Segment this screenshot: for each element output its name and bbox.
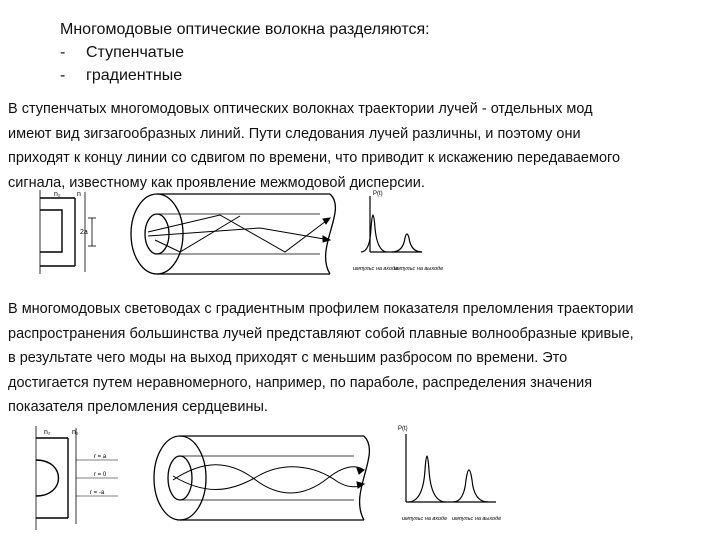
pulse-axis-label: P(t) bbox=[398, 426, 408, 432]
paragraph-line: показателя преломления сердцевины. bbox=[8, 399, 268, 415]
paragraph-step-index bbox=[8, 97, 713, 195]
list-item-text: Ступенчатые bbox=[86, 44, 185, 61]
wavy-rays bbox=[173, 465, 364, 493]
list-item bbox=[60, 41, 430, 64]
paragraph-graded-index bbox=[8, 297, 713, 420]
caption-input-pulse: импульс на входе bbox=[353, 266, 399, 272]
zigzag-rays bbox=[148, 215, 330, 252]
paragraph-line: В ступенчатых многомодовых оптических волокнах траектории лучей - отдельных мод bbox=[8, 101, 593, 117]
paragraph-line: достигается путем неравномерного, например, по параболе, распределения значения bbox=[8, 374, 593, 391]
label-r-mid: r = 0 bbox=[94, 472, 107, 478]
paragraph-line: имеют вид зигзагообразных линий. Пути следования лучей различны, и поэтому они bbox=[8, 125, 581, 142]
intro-heading: Многомодовые оптические волокна разделяются: bbox=[60, 21, 430, 38]
label-n2: n₂ bbox=[44, 429, 51, 436]
fiber-cylinder bbox=[131, 194, 335, 274]
fiber-cylinder bbox=[154, 436, 369, 520]
list-bullet: - bbox=[60, 67, 66, 84]
paragraph-line: приходят к концу линии со сдвигом по времени, что приводит к искажению передаваемого bbox=[8, 150, 621, 166]
label-n2: n₂ bbox=[54, 191, 61, 198]
label-n1: n₁ bbox=[72, 429, 79, 436]
label-n: n bbox=[77, 191, 81, 198]
paragraph-line: в результате чего моды на выход приходят с меньшим разбросом по времени. Это bbox=[8, 350, 568, 366]
caption-input-pulse: импульс на входе bbox=[402, 516, 448, 522]
pulse-axis-label: P(t) bbox=[373, 191, 383, 197]
label-r-bottom: r = -a bbox=[90, 490, 105, 496]
pulse-plot bbox=[361, 196, 422, 252]
figure-step-index bbox=[30, 188, 450, 288]
label-r-top: r = a bbox=[94, 454, 107, 460]
list-bullet: - bbox=[60, 44, 66, 61]
paragraph-line: В многомодовых световодах с градиентным профилем показателя преломления траектории bbox=[8, 301, 634, 317]
paragraph-line: распространения большинства лучей представляют собой плавные волнообразные кривые, bbox=[8, 325, 634, 342]
label-2a: 2a bbox=[80, 229, 88, 236]
graded-index-profile bbox=[36, 426, 118, 530]
figure-graded-index bbox=[28, 420, 508, 538]
caption-output-pulse: импульс на выходе bbox=[394, 266, 444, 272]
list-item bbox=[60, 64, 430, 87]
caption-output-pulse: импульс на выходе bbox=[452, 516, 502, 522]
paragraph-line: сигнала, известному как проявление межмодовой дисперсии. bbox=[8, 174, 425, 191]
intro-list bbox=[60, 18, 430, 87]
pulse-plot bbox=[406, 434, 496, 502]
list-item-text: градиентные bbox=[86, 67, 183, 84]
